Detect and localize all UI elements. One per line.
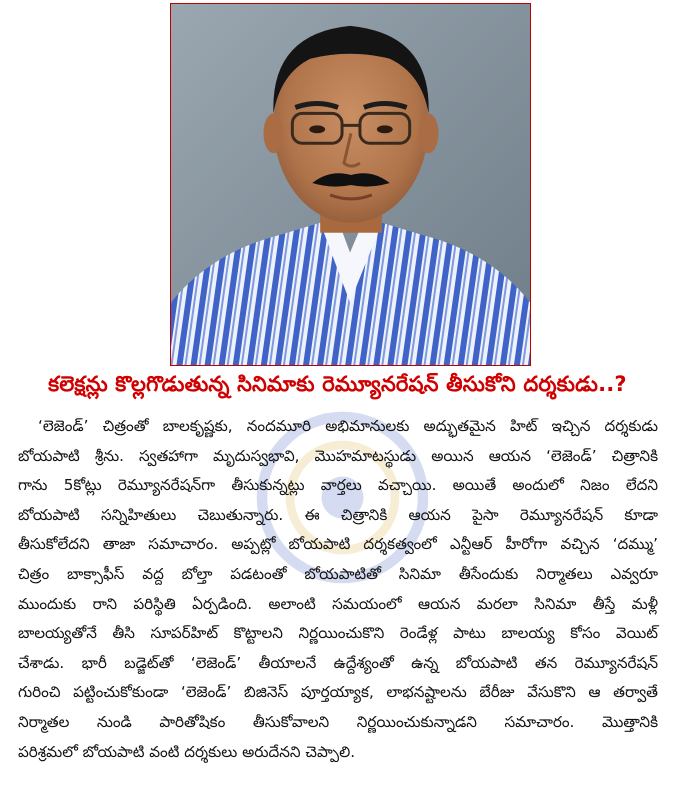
headline: కలెక్షన్లు కొల్లగొడుతున్న సినిమాకు రెమ్యూనరేషన్ తీసుకోని దర్శకుడు..?	[48, 372, 627, 396]
article-line: బాలయ్యతోనే తీసి సూపర్‌హిట్ కొట్టాలని నిర్ణయించుకొని రెండేళ్ల పాటు బాలయ్య కోసం వెయిట్	[18, 624, 658, 643]
article-line: చేశాడు. భారీ బడ్జెట్‌తో ‘లెజెండ్’ తీయాలనే ఉద్దేశ్యంతో ఉన్న బోయపాటి తన రెమ్యూనరేషన్	[18, 653, 658, 672]
article-line: నిర్మాతల నుండి పారితోషికం తీసుకోవాలని నిర్ణయించుకున్నాడని సమాచారం. మొత్తానికి	[18, 712, 658, 731]
article-line: ‘లెజెండ్’ చిత్రంతో బాలకృష్ణకు, నందమూరి అభిమానులకు అద్భుతమైన హిట్ ఇచ్చిన దర్శకుడు	[38, 417, 658, 435]
article-line: గురించి పట్టించుకోకుండా ‘లెజెండ్’ బిజినెస్ పూర్తయ్యాక, లాభనష్టాలను బేరీజు వేసుకొని ఆ తర్వాతే	[18, 683, 658, 702]
article-line: బోయపాటి శ్రీను. స్వతహాగా మృదుస్వభావి, మొహమాటస్థుడు అయిన ఆయన ‘లెజెండ్’ చిత్రానికి	[18, 446, 658, 465]
portrait-image	[171, 4, 530, 365]
article-line: బోయపాటి సన్నిహితులు చెబుతున్నారు. ఈ చిత్రానికి ఆయన పైసా రెమ్యూనరేషన్ కూడా	[18, 505, 658, 524]
article-line: ముందుకు రాని పరిస్థితి ఏర్పడింది. అలాంటి సమయంలో ఆయన మరలా సినిమా తీస్తే మళ్లీ	[18, 594, 658, 613]
article-line: గాను 5కోట్లు రెమ్యూనరేషన్‌గా తీసుకున్నట్లు వార్తలు వచ్చాయి. అయితే అందులో నిజం లేదని	[18, 476, 658, 495]
article-line: తీసుకోలేదని తాజా సమాచారం. అప్పట్లో బోయపాటి దర్శకత్వంలో ఎన్టీఆర్ హీరోగా వచ్చిన ‘దమ్ము’	[18, 535, 658, 554]
portrait-photo	[170, 3, 531, 366]
article-line: పరిశ్రమలో బోయపాటి వంటి దర్శకులు అరుదేనని చెప్పాలి.	[18, 742, 356, 761]
article-line: చిత్రం బాక్సాఫీస్ వద్ద బోల్తా పడటంతో బోయపాటితో సినిమా తీసేందుకు నిర్మాతలు ఎవ్వరూ	[18, 564, 658, 583]
article-body	[18, 412, 658, 767]
